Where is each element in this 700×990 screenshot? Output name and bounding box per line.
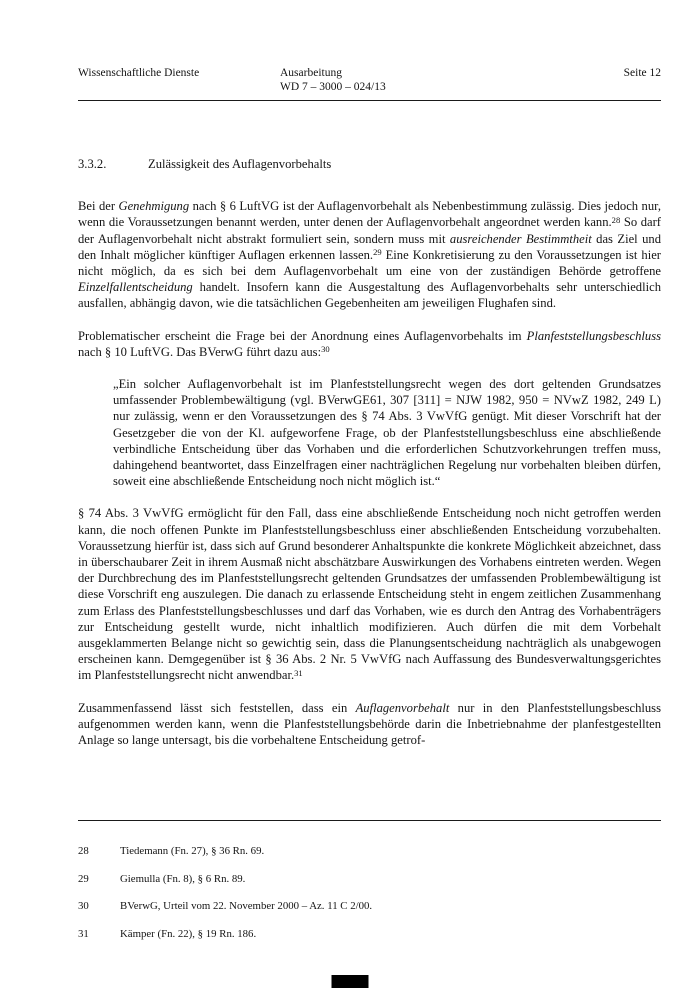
paragraph-2: Problematischer erscheint die Frage bei der Anordnung eines Auflagenvorbehalts im Planfeststellungsbeschluss nach § 10 LuftVG. Das BVerwG führt dazu aus:$^{30}$ xyxy=(78,328,661,359)
footnote-number: 29 xyxy=(78,872,89,885)
print-mark xyxy=(332,975,369,988)
footnote-row xyxy=(78,900,661,913)
header-divider xyxy=(78,100,661,101)
footnote-text: Giemulla (Fn. 8), § 6 Rn. 89. xyxy=(120,872,246,885)
paragraph-3: § 74 Abs. 3 VwVfG ermöglicht für den Fall, dass eine abschließende Entscheidung noch nicht getroffen werden kann, die noch offenen Punkte im Planfeststellungsbeschluss einer abschließenden Entscheidung vorzubehalten. Voraussetzung hierfür ist, dass sich auf Grund besonderer Anhaltspunkte die konkrete Möglichkeit abzeichnet, dass in überschaubarer Zeit in ihrem Ausmaß nicht abschätzbare Auswirkungen des Vorhabens eintreten werden. Wegen der Durchbrechung des im Planfeststellungsrecht geltenden Grundsatzes der umfassenden Problembewältigung ist diese Vorschrift eng auszulegen. Die danach zu erlassende Entscheidung steht in engem zeitlichen Zusammenhang zum Erlass des Planfeststellungsbeschlusses und darf das Vorhaben, wie es durch den Antrag des Vorhabenträgers zur Entscheidung gestellt wurde, nicht inhaltlich modifizieren. Auch dürfen die mit dem Vorbehalt ausgeklammerten Belange nicht so gewichtig sein, dass die Planungsentscheidung nachträglich als unabgewogen erscheinen kann. Demgegenüber ist § 36 Abs. 2 Nr. 5 VwVfG nach Auffassung des Bundesverwaltungsgerichtes im Planfeststellungsrecht nicht anwendbar.$^{31}$ xyxy=(78,506,661,683)
footnote-text: BVerwG, Urteil vom 22. November 2000 – Az. 11 C 2/00. xyxy=(120,900,373,912)
section-heading xyxy=(78,156,661,172)
footnote-row xyxy=(78,873,661,886)
header-doc-info xyxy=(280,66,386,94)
footnote-number: 31 xyxy=(78,927,89,940)
section-title: Zulässigkeit des Auflagenvorbehalts xyxy=(148,157,332,171)
section-number: 3.3.2. xyxy=(78,157,107,171)
footnote-divider xyxy=(78,820,661,821)
block-quote: „Ein solcher Auflagenvorbehalt ist im Planfeststellungsrecht wegen des dort geltenden Grundsatzes umfassender Problembewältigung (vgl. BVerwGE61, 307 [311] = NJW 1982, 950 = NVwZ 1982, 249 L) nur zulässig, wenn er den Voraussetzungen des § 74 Abs. 3 VwVfG genügt. Mit dieser Vorschrift hat der Gesetzgeber die von der Kl. aufgeworfene Frage, ob der Planfeststellungsbeschluss eine abschließende verbindliche Entscheidung über das Vorhaben und die erforderlichen Schutzvorkehrungen treffen muss, dahingehend beantwortet, dass Einzelfragen einer nachträglichen Regelung nur vorbehalten bleiben dürfen, soweit eine abschließende Entscheidung noch nicht möglich ist.“ xyxy=(113,377,661,489)
footnote-row xyxy=(78,928,661,941)
document-body xyxy=(78,156,661,816)
header-page-number: Seite 12 xyxy=(623,67,661,79)
header-doc-number: WD 7 – 3000 – 024/13 xyxy=(280,81,386,93)
header-org: Wissenschaftliche Dienste xyxy=(78,67,200,79)
header-doc-type: Ausarbeitung xyxy=(280,67,342,79)
footnote-text: Kämper (Fn. 22), § 19 Rn. 186. xyxy=(120,927,257,940)
paragraph-4: Zusammenfassend lässt sich feststellen, dass ein Auflagenvorbehalt nur in den Planfeststellungsbeschluss aufgenommen werden kann, wenn die Planfeststellungsbehörde darin die Inbetriebnahme der planfestgestellten Anlage so lange untersagt, bis die vorbehaltene Entscheidung getrof- xyxy=(78,700,661,748)
footnote-number: 28 xyxy=(78,845,89,857)
footnote-number: 30 xyxy=(78,900,89,912)
footnote-row xyxy=(78,845,661,858)
footnote-text: Tiedemann (Fn. 27), § 36 Rn. 69. xyxy=(120,845,265,857)
paragraph-1: Bei der Genehmigung nach § 6 LuftVG ist der Auflagenvorbehalt als Nebenbestimmung zulässig. Dies jedoch nur, wenn die Voraussetzungen benannt werden, unter denen der Auflagenvorbehalt angeordnet werden kann.$^{28}$ So darf der Auflagenvorbehalt nicht abstrakt formuliert sein, sondern muss mit ausreichender Bestimmtheit das Ziel und den Inhalt möglicher künftiger Auflagen erkennen lassen.$^{29}$ Eine Konkretisierung zu den Voraussetzungen ist hier nicht möglich, da es sich bei dem Auflagenvorbehalt um eine von der zuständigen Behörde getroffene Einzelfallentscheidung handelt. Insofern kann die Ausgestaltung des Auflagenvorbehalts sehr unterschiedlich ausfallen, abhängig davon, wie die tatsächlichen Gegebenheiten am jeweiligen Flughafen sind. xyxy=(78,199,661,311)
footnotes-section xyxy=(78,820,661,955)
